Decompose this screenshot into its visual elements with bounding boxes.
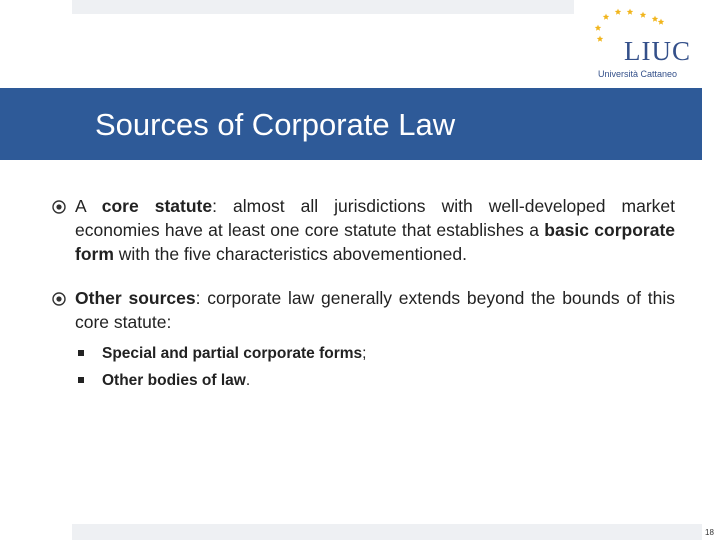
star-icon xyxy=(603,14,609,20)
star-icon xyxy=(652,16,658,22)
circle-bullet-icon xyxy=(52,292,66,306)
bottom-decor-strip xyxy=(72,524,702,540)
bullet-body-text: : corporate law generally extends beyond the bounds of this core statute: xyxy=(75,288,676,332)
term-other-sources: Other sources xyxy=(75,288,196,308)
star-icon xyxy=(627,9,633,15)
square-bullet-icon xyxy=(78,377,84,383)
term-basic-corporate-form: basic corporate form xyxy=(75,220,676,264)
page-number: 18 xyxy=(705,528,714,537)
circle-bullet-icon xyxy=(52,200,66,214)
logo-wordmark: LIUC xyxy=(624,36,691,66)
star-icon xyxy=(640,12,646,18)
top-decor-strip xyxy=(72,0,574,14)
sub-item-bold: Special and partial corporate forms xyxy=(102,345,363,362)
bullet-body-text: : almost all jurisdictions with well-developed market economies have at least one core statute that establishes a xyxy=(75,196,675,240)
list-item xyxy=(102,367,675,394)
slide-content xyxy=(50,194,675,394)
star-icon xyxy=(658,19,664,25)
logo-subtitle: Università Cattaneo xyxy=(598,69,678,79)
star-icon xyxy=(615,9,621,15)
sub-item-tail: . xyxy=(245,372,251,389)
bullet-lead-text: A xyxy=(75,196,102,216)
sub-bullet-list xyxy=(50,340,675,394)
liuc-logo xyxy=(584,6,698,82)
term-core-statute: core statute xyxy=(101,196,213,216)
list-item xyxy=(102,340,675,367)
sub-item-tail: ; xyxy=(362,345,367,362)
star-icon xyxy=(595,25,601,31)
bullet-other-sources xyxy=(50,286,675,334)
bullet-core-statute xyxy=(50,194,675,266)
sub-item-bold: Other bodies of law xyxy=(102,372,246,389)
square-bullet-icon xyxy=(78,350,84,356)
bullet-tail-text: with the five characteristics abovementioned. xyxy=(113,244,467,264)
slide-title: Sources of Corporate Law xyxy=(95,107,456,142)
star-icon xyxy=(597,36,603,42)
